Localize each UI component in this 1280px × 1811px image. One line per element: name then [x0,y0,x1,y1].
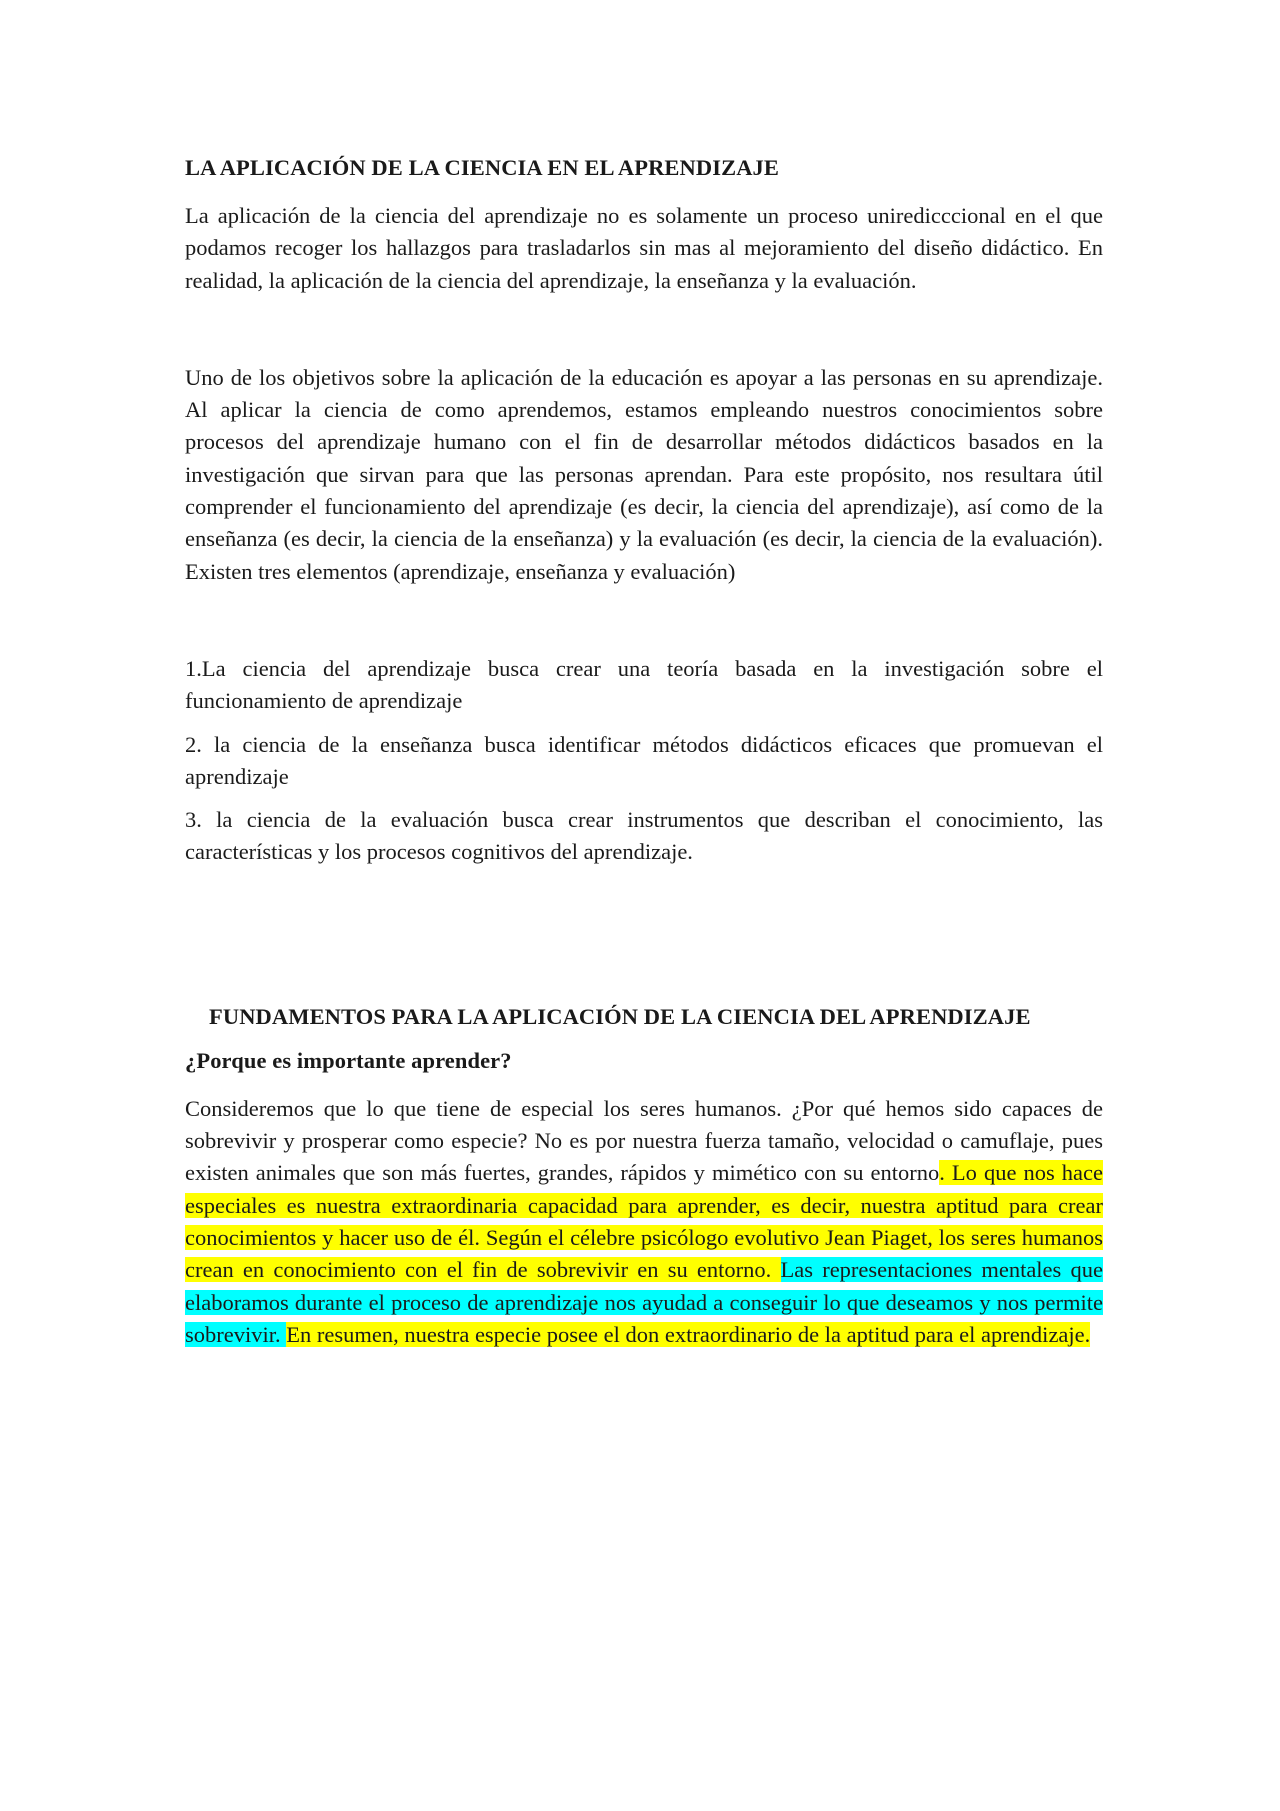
subheading-question: ¿Porque es importante aprender? [185,1047,512,1073]
list-item: 3. la ciencia de la evaluación busca crear instrumentos que describan el conocimiento, las características y los procesos cognitivos del aprendizaje. [185,807,1103,865]
list-item: 2. la ciencia de la enseñanza busca identificar métodos didácticos eficaces que promuevan el aprendizaje [185,731,1103,789]
section-heading-fundamentos: FUNDAMENTOS PARA LA APLICACIÓN DE LA CIENCIA DEL APRENDIZAJE [209,1003,1031,1029]
document-body [185,152,1103,1351]
paragraph-highlighted [185,1093,1103,1351]
paragraph-objectives: Uno de los objetivos sobre la aplicación de la educación es apoyar a las personas en su aprendizaje. Al aplicar la ciencia de como aprendemos, estamos empleando nuestros conocimientos sobre procesos del aprendizaje humano con el fin de desarrollar métodos didácticos basados en la investigación que sirvan para que las personas aprendan. Para este propósito, nos resultara útil comprender el funcionamiento del aprendizaje (es decir, la ciencia del aprendizaje), así como de la enseñanza (es decir, la ciencia de la enseñanza) y la evaluación (es decir, la ciencia de la evaluación). Existen tres elementos (aprendizaje, enseñanza y evaluación) [185,364,1103,584]
paragraph-intro: La aplicación de la ciencia del aprendizaje no es solamente un proceso uniredicccional en el que podamos recoger los hallazgos para trasladarlos sin mas al mejoramiento del diseño didáctico. En realidad, la aplicación de la ciencia del aprendizaje, la enseñanza y la evaluación. [185,203,1103,293]
yellow-highlight: . Lo que nos hace especiales es nuestra extraordinaria capacidad para aprender, es decir, nuestra aptitud para crear conocimientos y hacer uso de él. Según el célebre psicólogo evolutivo Jean Piaget, los seres humanos crean en conocimiento con el fin de sobrevivir en su entorno. [185,1160,1103,1283]
plain-text: Consideremos que lo que tiene de especial los seres humanos. ¿Por qué hemos sido capaces de sobrevivir y prosperar como especie? No es por nuestra fuerza tamaño, velocidad o camuflaje, pues existen animales que son más fuertes, grandes, rápidos y mimético con su entorno [185,1095,1103,1186]
list-item: 1.La ciencia del aprendizaje busca crear una teoría basada en la investigación sobre el funcionamiento de aprendizaje [185,655,1103,714]
cyan-highlight: Las representaciones mentales que elaboramos durante el proceso de aprendizaje nos ayudad a conseguir lo que deseamos y nos permite sobrevivir. [185,1257,1103,1347]
yellow-highlight: En resumen, nuestra especie posee el don extraordinario de la aptitud para el aprendizaje. [286,1321,1091,1347]
section-heading: LA APLICACIÓN DE LA CIENCIA EN EL APRENDIZAJE [185,155,780,180]
